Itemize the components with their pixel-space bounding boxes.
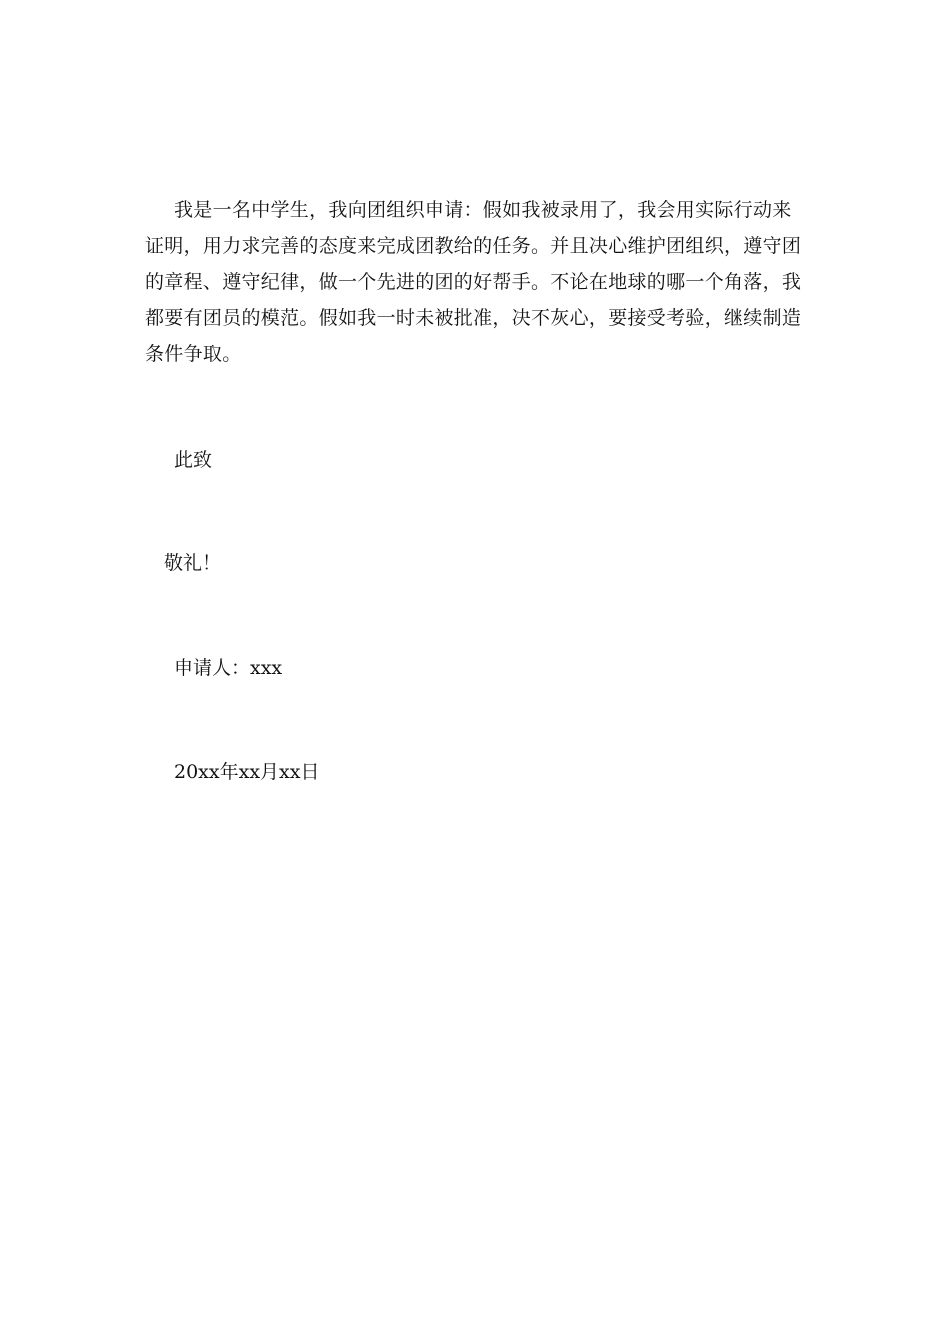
letter-closing: 此致 [174,449,213,471]
letter-body-paragraph: 我是一名中学生，我向团组织申请：假如我被录用了，我会用实际行动来证明，用力求完善的态度来完成团教给的任务。并且决心维护团组织，遵守团的章程、遵守纪律，做一个先进的团的好帮手。不论在地球的哪一个角落，我都要有团员的模范。假如我一时未被批准，决不灰心，要接受考验，继续制造条件争取。 [145,199,802,365]
letter-salutation: 敬礼！ [164,552,222,574]
letter-applicant-signature: 申请人：xxx [174,657,283,679]
letter-date: 20xx年xx月xx日 [174,761,320,783]
